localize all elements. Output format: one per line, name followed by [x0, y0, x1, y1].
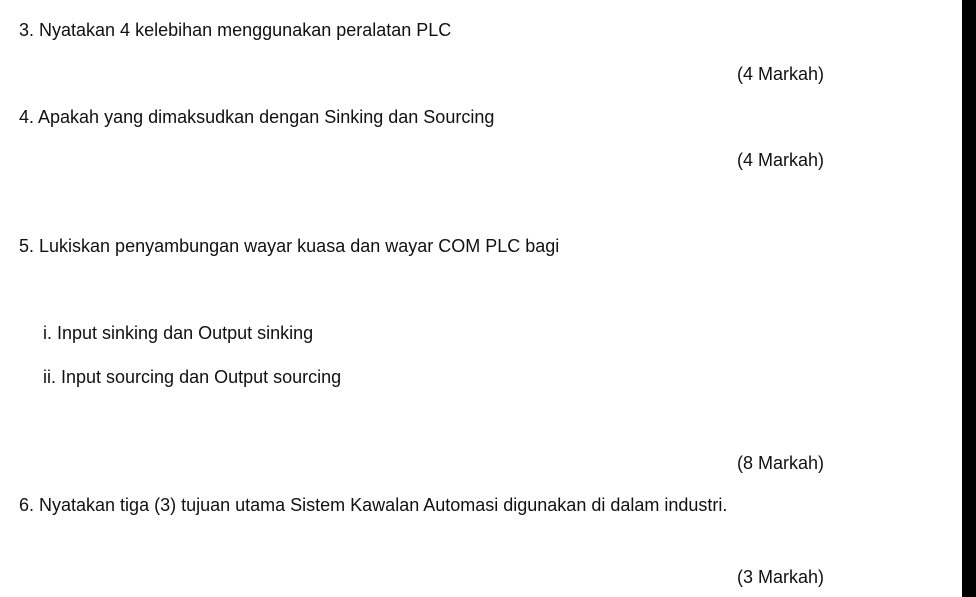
- question-4-marks: (4 Markah): [736, 150, 824, 170]
- question-4-text: 4. Apakah yang dimaksudkan dengan Sinking dan Sourcing: [19, 107, 495, 127]
- question-3-marks: (4 Markah): [736, 64, 824, 84]
- right-edge-bar: [962, 0, 976, 597]
- question-3-text: 3. Nyatakan 4 kelebihan menggunakan peralatan PLC: [19, 20, 452, 40]
- question-6-marks: (3 Markah): [736, 567, 824, 587]
- question-5-marks: (8 Markah): [736, 453, 824, 473]
- question-6-text: 6. Nyatakan tiga (3) tujuan utama Sistem Kawalan Automasi digunakan di dalam industri.: [19, 495, 728, 515]
- question-5-text: 5. Lukiskan penyambungan wayar kuasa dan wayar COM PLC bagi: [19, 236, 560, 256]
- question-5-sub-item-i: i. Input sinking dan Output sinking: [43, 323, 314, 343]
- question-5-sub-item-ii: ii. Input sourcing dan Output sourcing: [43, 367, 342, 387]
